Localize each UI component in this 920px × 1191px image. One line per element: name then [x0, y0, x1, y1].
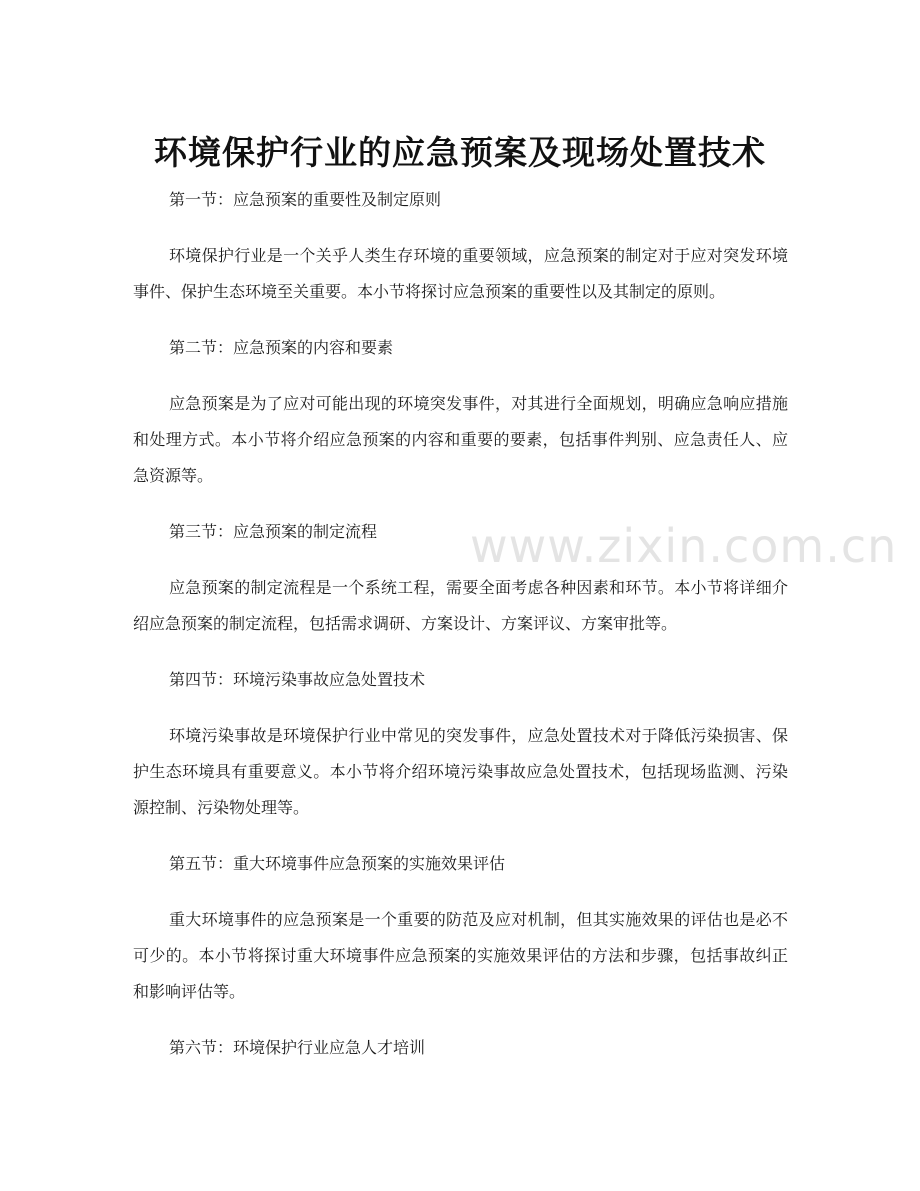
section-body-2: 应急预案是为了应对可能出现的环境突发事件，对其进行全面规划，明确应急响应措施和处理方式。本小节将介绍应急预案的内容和重要的要素，包括事件判别、应急责任人、应急资源等。 — [133, 394, 788, 485]
section-heading-3: 第三节：应急预案的制定流程 — [169, 522, 378, 541]
section-body-3: 应急预案的制定流程是一个系统工程，需要全面考虑各种因素和环节。本小节将详细介绍应急预案的制定流程，包括需求调研、方案设计、方案评议、方案审批等。 — [133, 578, 788, 633]
section-body-1: 环境保护行业是一个关乎人类生存环境的重要领域，应急预案的制定对于应对突发环境事件、保护生态环境至关重要。本小节将探讨应急预案的重要性以及其制定的原则。 — [133, 246, 788, 301]
section-heading-5: 第五节：重大环境事件应急预案的实施效果评估 — [169, 854, 506, 873]
document-title: 环境保护行业的应急预案及现场处置技术 — [154, 133, 766, 173]
section-body-4: 环境污染事故是环境保护行业中常见的突发事件，应急处置技术对于降低污染损害、保护生态环境具有重要意义。本小节将介绍环境污染事故应急处置技术，包括现场监测、污染源控制、污染物处理等。 — [133, 726, 788, 817]
section-body-5: 重大环境事件的应急预案是一个重要的防范及应对机制，但其实施效果的评估也是必不可少的。本小节将探讨重大环境事件应急预案的实施效果评估的方法和步骤，包括事故纠正和影响评估等。 — [133, 910, 788, 1001]
document-body — [133, 182, 788, 1066]
watermark: www.zixin.com.cn — [470, 519, 898, 573]
section-heading-4: 第四节：环境污染事故应急处置技术 — [169, 670, 426, 689]
section-heading-1: 第一节：应急预案的重要性及制定原则 — [169, 190, 442, 209]
section-heading-6: 第六节：环境保护行业应急人才培训 — [169, 1038, 426, 1057]
section-heading-2: 第二节：应急预案的内容和要素 — [169, 338, 394, 357]
